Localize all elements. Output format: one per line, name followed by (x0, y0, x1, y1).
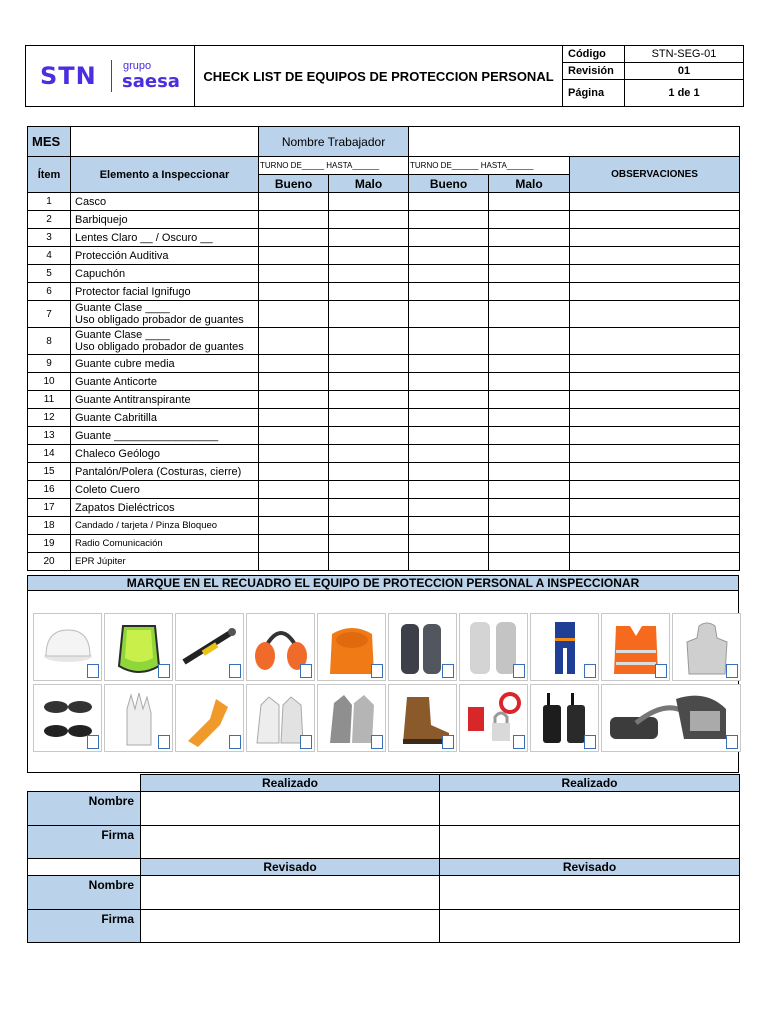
observaciones-cell[interactable] (570, 535, 740, 553)
item-number: 14 (28, 445, 71, 463)
item-label: Guante Antitranspirante (71, 391, 259, 409)
malo-cell-1[interactable] (329, 445, 409, 463)
bueno-header-1: Bueno (259, 175, 329, 193)
inspection-section (27, 575, 739, 773)
bueno-cell-1[interactable] (259, 328, 329, 355)
tile-dielectric-gloves (388, 613, 457, 681)
checkbox-powered-respirator[interactable] (726, 735, 738, 749)
checkbox-dielectric-gloves[interactable] (442, 664, 454, 678)
malo-cell-1[interactable] (329, 229, 409, 247)
checkbox-leather-gloves-long[interactable] (513, 664, 525, 678)
bueno-cell-2[interactable] (409, 355, 489, 373)
checkbox-cut-resistant-gloves[interactable] (371, 735, 383, 749)
malo-cell-1[interactable] (329, 283, 409, 301)
observaciones-cell[interactable] (570, 481, 740, 499)
item-label: Capuchón (71, 265, 259, 283)
tile-leather-apron (672, 613, 741, 681)
malo-cell-1[interactable] (329, 553, 409, 571)
bueno-cell-2[interactable] (409, 535, 489, 553)
mes-label: MES (28, 127, 71, 157)
malo-cell-1[interactable] (329, 301, 409, 328)
item-label: Radio Comunicación (71, 535, 259, 553)
observaciones-cell[interactable] (570, 553, 740, 571)
powered-respirator-icon (606, 689, 736, 749)
bueno-cell-1[interactable] (259, 499, 329, 517)
malo-cell-2[interactable] (489, 463, 570, 481)
tile-powered-respirator (601, 684, 741, 752)
malo-cell-2[interactable] (489, 373, 570, 391)
observaciones-cell[interactable] (570, 193, 740, 211)
checklist-table (27, 126, 740, 571)
item-label: Coleto Cuero (71, 481, 259, 499)
logo-grupo: grupo (123, 60, 152, 72)
bueno-cell-2[interactable] (409, 247, 489, 265)
bueno-cell-2[interactable] (409, 499, 489, 517)
malo-cell-1[interactable] (329, 427, 409, 445)
checkbox-goatskin-gloves[interactable] (300, 735, 312, 749)
checkbox-leather-apron[interactable] (726, 664, 738, 678)
malo-cell-2[interactable] (489, 391, 570, 409)
item-label-line-1: Guante Clase ____ (75, 302, 170, 314)
bueno-cell-2[interactable] (409, 445, 489, 463)
item-label: Lentes Claro __ / Oscuro __ (71, 229, 259, 247)
bueno-cell-1[interactable] (259, 517, 329, 535)
malo-cell-1[interactable] (329, 517, 409, 535)
checkbox-face-shield[interactable] (158, 664, 170, 678)
bueno-cell-1[interactable] (259, 481, 329, 499)
tile-coverall (530, 613, 599, 681)
item-label-line-2: Uso obligado probador de guantes (75, 314, 244, 326)
inspection-heading: MARQUE EN EL RECUADRO EL EQUIPO DE PROTECCION PERSONAL A INSPECCIONAR (28, 576, 738, 591)
malo-cell-2[interactable] (489, 301, 570, 328)
item-label: Candado / tarjeta / Pinza Bloqueo (71, 517, 259, 535)
checkbox-radio[interactable] (584, 735, 596, 749)
bueno-cell-2[interactable] (409, 265, 489, 283)
realizado-nombre-field-2[interactable] (440, 792, 740, 826)
malo-cell-2[interactable] (489, 328, 570, 355)
table-row (28, 355, 740, 373)
observaciones-cell[interactable] (570, 499, 740, 517)
item-label: Guante Cabritilla (71, 409, 259, 427)
item-number: 20 (28, 553, 71, 571)
document-meta (563, 46, 743, 106)
tile-chin-strap (175, 613, 244, 681)
malo-cell-2[interactable] (489, 229, 570, 247)
bueno-cell-1[interactable] (259, 229, 329, 247)
observaciones-cell[interactable] (570, 517, 740, 535)
revisado-header-1: Revisado (141, 859, 440, 876)
observaciones-cell[interactable] (570, 355, 740, 373)
revision-value: 01 (677, 65, 691, 77)
table-row (28, 391, 740, 409)
tile-radio (530, 684, 599, 752)
malo-cell-2[interactable] (489, 409, 570, 427)
table-row (28, 535, 740, 553)
item-label: Protector facial Ignifugo (71, 283, 259, 301)
tile-geologist-vest (601, 613, 670, 681)
logo-separator (111, 60, 112, 92)
revisado-firma-field-1[interactable] (141, 910, 440, 943)
observaciones-cell[interactable] (570, 463, 740, 481)
bueno-cell-1[interactable] (259, 301, 329, 328)
observaciones-cell[interactable] (570, 229, 740, 247)
document-title: CHECK LIST DE EQUIPOS DE PROTECCION PERSONAL (195, 46, 563, 106)
table-row (28, 373, 740, 391)
tile-safety-glasses (33, 684, 102, 752)
bueno-cell-2[interactable] (409, 517, 489, 535)
bueno-cell-1[interactable] (259, 265, 329, 283)
malo-cell-2[interactable] (489, 535, 570, 553)
bueno-cell-1[interactable] (259, 553, 329, 571)
checkbox-chin-strap[interactable] (229, 664, 241, 678)
item-number: 13 (28, 427, 71, 445)
nombre-trabajador-field[interactable] (409, 127, 740, 157)
item-number: 10 (28, 373, 71, 391)
tile-hood (317, 613, 386, 681)
turno-1-header[interactable]: TURNO DE_____ HASTA______ (259, 157, 409, 175)
bueno-cell-1[interactable] (259, 391, 329, 409)
item-number: 15 (28, 463, 71, 481)
revisado-firma-field-2[interactable] (440, 910, 740, 943)
table-row (28, 328, 740, 355)
codigo-label: Código (563, 46, 625, 62)
realizado-nombre-field-1[interactable] (141, 792, 440, 826)
codigo-value: STN-SEG-01 (651, 48, 717, 60)
bueno-cell-1[interactable] (259, 427, 329, 445)
observaciones-cell[interactable] (570, 427, 740, 445)
malo-cell-2[interactable] (489, 481, 570, 499)
pagina-value: 1 de 1 (668, 87, 700, 99)
bueno-cell-1[interactable] (259, 283, 329, 301)
turno-2-header[interactable]: TURNO DE______ HASTA______ (409, 157, 570, 175)
revisado-nombre-label: Nombre (28, 876, 141, 910)
signatures-corner (28, 775, 141, 792)
table-row (28, 427, 740, 445)
malo-cell-1[interactable] (329, 535, 409, 553)
item-number: 12 (28, 409, 71, 427)
tile-glove-liner (104, 684, 173, 752)
malo-cell-2[interactable] (489, 265, 570, 283)
malo-cell-2[interactable] (489, 211, 570, 229)
observaciones-cell[interactable] (570, 265, 740, 283)
malo-cell-1[interactable] (329, 355, 409, 373)
observaciones-cell[interactable] (570, 391, 740, 409)
mes-field[interactable] (71, 127, 259, 157)
item-number: 6 (28, 283, 71, 301)
bueno-cell-1[interactable] (259, 247, 329, 265)
bueno-cell-2[interactable] (409, 229, 489, 247)
item-number: 5 (28, 265, 71, 283)
realizado-firma-field-1[interactable] (141, 826, 440, 859)
item-number: 11 (28, 391, 71, 409)
checkbox-safety-glasses[interactable] (87, 735, 99, 749)
malo-cell-1[interactable] (329, 499, 409, 517)
bueno-cell-2[interactable] (409, 283, 489, 301)
table-row (28, 301, 740, 328)
malo-header-2: Malo (489, 175, 570, 193)
realizado-header-2: Realizado (440, 775, 740, 792)
item-number: 9 (28, 355, 71, 373)
nombre-trabajador-label: Nombre Trabajador (259, 127, 409, 157)
malo-cell-2[interactable] (489, 247, 570, 265)
table-row (28, 517, 740, 535)
bueno-cell-1[interactable] (259, 373, 329, 391)
logo-saesa: saesa (122, 71, 180, 92)
tile-face-shield (104, 613, 173, 681)
bueno-cell-1[interactable] (259, 535, 329, 553)
tile-ear-muffs (246, 613, 315, 681)
item-label: Guante Anticorte (71, 373, 259, 391)
item-label (71, 328, 259, 355)
bueno-cell-2[interactable] (409, 553, 489, 571)
malo-cell-1[interactable] (329, 373, 409, 391)
malo-cell-2[interactable] (489, 355, 570, 373)
item-label: Casco (71, 193, 259, 211)
item-label: Barbiquejo (71, 211, 259, 229)
item-number: 8 (28, 328, 71, 355)
signatures-gap (28, 859, 141, 876)
table-row (28, 499, 740, 517)
bueno-cell-2[interactable] (409, 427, 489, 445)
document-header (25, 45, 744, 107)
table-row (28, 247, 740, 265)
checkbox-hood[interactable] (371, 664, 383, 678)
table-row (28, 553, 740, 571)
malo-cell-2[interactable] (489, 193, 570, 211)
realizado-nombre-label: Nombre (28, 792, 141, 826)
bueno-cell-2[interactable] (409, 373, 489, 391)
observaciones-cell[interactable] (570, 247, 740, 265)
checkbox-helmet[interactable] (87, 664, 99, 678)
checkbox-dielectric-boots[interactable] (442, 735, 454, 749)
elemento-header: Elemento a Inspeccionar (71, 157, 259, 193)
malo-cell-2[interactable] (489, 553, 570, 571)
pagina-label: Página (563, 80, 625, 106)
checkbox-geologist-vest[interactable] (655, 664, 667, 678)
realizado-header-1: Realizado (141, 775, 440, 792)
bueno-cell-1[interactable] (259, 463, 329, 481)
malo-cell-1[interactable] (329, 463, 409, 481)
tile-goatskin-gloves (246, 684, 315, 752)
malo-cell-1[interactable] (329, 391, 409, 409)
malo-cell-1[interactable] (329, 328, 409, 355)
table-row (28, 265, 740, 283)
tile-lockout-kit (459, 684, 528, 752)
bueno-cell-1[interactable] (259, 193, 329, 211)
bueno-cell-2[interactable] (409, 211, 489, 229)
observaciones-cell[interactable] (570, 409, 740, 427)
table-row (28, 463, 740, 481)
malo-cell-1[interactable] (329, 211, 409, 229)
checkbox-ear-muffs[interactable] (300, 664, 312, 678)
malo-cell-1[interactable] (329, 409, 409, 427)
item-number: 17 (28, 499, 71, 517)
table-row (28, 445, 740, 463)
checkbox-glove-liner[interactable] (158, 735, 170, 749)
malo-cell-1[interactable] (329, 265, 409, 283)
item-number: 18 (28, 517, 71, 535)
item-number: 16 (28, 481, 71, 499)
table-row (28, 211, 740, 229)
item-label: Protección Auditiva (71, 247, 259, 265)
observaciones-cell[interactable] (570, 373, 740, 391)
table-row (28, 409, 740, 427)
bueno-cell-1[interactable] (259, 445, 329, 463)
item-header: Ítem (28, 157, 71, 193)
bueno-header-2: Bueno (409, 175, 489, 193)
bueno-cell-1[interactable] (259, 409, 329, 427)
item-label (71, 301, 259, 328)
item-number: 1 (28, 193, 71, 211)
malo-cell-2[interactable] (489, 445, 570, 463)
checkbox-coverall[interactable] (584, 664, 596, 678)
checkbox-lockout-kit[interactable] (513, 735, 525, 749)
signatures-table (27, 774, 740, 943)
revision-label: Revisión (563, 63, 625, 79)
logo-stn: STN (40, 62, 97, 90)
malo-header-1: Malo (329, 175, 409, 193)
table-row (28, 283, 740, 301)
tile-dielectric-boots (388, 684, 457, 752)
malo-cell-1[interactable] (329, 481, 409, 499)
item-label: EPR Júpiter (71, 553, 259, 571)
bueno-cell-2[interactable] (409, 301, 489, 328)
item-label: Guante _________________ (71, 427, 259, 445)
tile-leather-gloves-long (459, 613, 528, 681)
bueno-cell-2[interactable] (409, 481, 489, 499)
bueno-cell-1[interactable] (259, 211, 329, 229)
revisado-header-2: Revisado (440, 859, 740, 876)
table-row (28, 193, 740, 211)
bueno-cell-2[interactable] (409, 409, 489, 427)
revisado-nombre-field-2[interactable] (440, 876, 740, 910)
tile-rubber-glove (175, 684, 244, 752)
observaciones-cell[interactable] (570, 328, 740, 355)
revisado-nombre-field-1[interactable] (141, 876, 440, 910)
item-number: 7 (28, 301, 71, 328)
bueno-cell-1[interactable] (259, 355, 329, 373)
table-row (28, 229, 740, 247)
realizado-firma-field-2[interactable] (440, 826, 740, 859)
observaciones-cell[interactable] (570, 445, 740, 463)
malo-cell-1[interactable] (329, 193, 409, 211)
item-number: 3 (28, 229, 71, 247)
observaciones-cell[interactable] (570, 283, 740, 301)
checkbox-rubber-glove[interactable] (229, 735, 241, 749)
table-row (28, 481, 740, 499)
revisado-firma-label: Firma (28, 910, 141, 943)
bueno-cell-2[interactable] (409, 193, 489, 211)
bueno-cell-2[interactable] (409, 391, 489, 409)
item-label: Zapatos Dieléctricos (71, 499, 259, 517)
observaciones-header: OBSERVACIONES (570, 157, 740, 193)
item-number: 4 (28, 247, 71, 265)
malo-cell-2[interactable] (489, 499, 570, 517)
bueno-cell-2[interactable] (409, 463, 489, 481)
bueno-cell-2[interactable] (409, 328, 489, 355)
malo-cell-2[interactable] (489, 517, 570, 535)
company-logo (26, 46, 195, 106)
item-label: Chaleco Geólogo (71, 445, 259, 463)
observaciones-cell[interactable] (570, 301, 740, 328)
malo-cell-2[interactable] (489, 427, 570, 445)
realizado-firma-label: Firma (28, 826, 141, 859)
tile-cut-resistant-gloves (317, 684, 386, 752)
item-number: 19 (28, 535, 71, 553)
malo-cell-2[interactable] (489, 283, 570, 301)
tile-helmet (33, 613, 102, 681)
item-number: 2 (28, 211, 71, 229)
malo-cell-1[interactable] (329, 247, 409, 265)
item-label-line-1: Guante Clase ____ (75, 329, 170, 341)
item-label: Pantalón/Polera (Costuras, cierre) (71, 463, 259, 481)
observaciones-cell[interactable] (570, 211, 740, 229)
item-label: Guante cubre media (71, 355, 259, 373)
item-label-line-2: Uso obligado probador de guantes (75, 341, 244, 353)
